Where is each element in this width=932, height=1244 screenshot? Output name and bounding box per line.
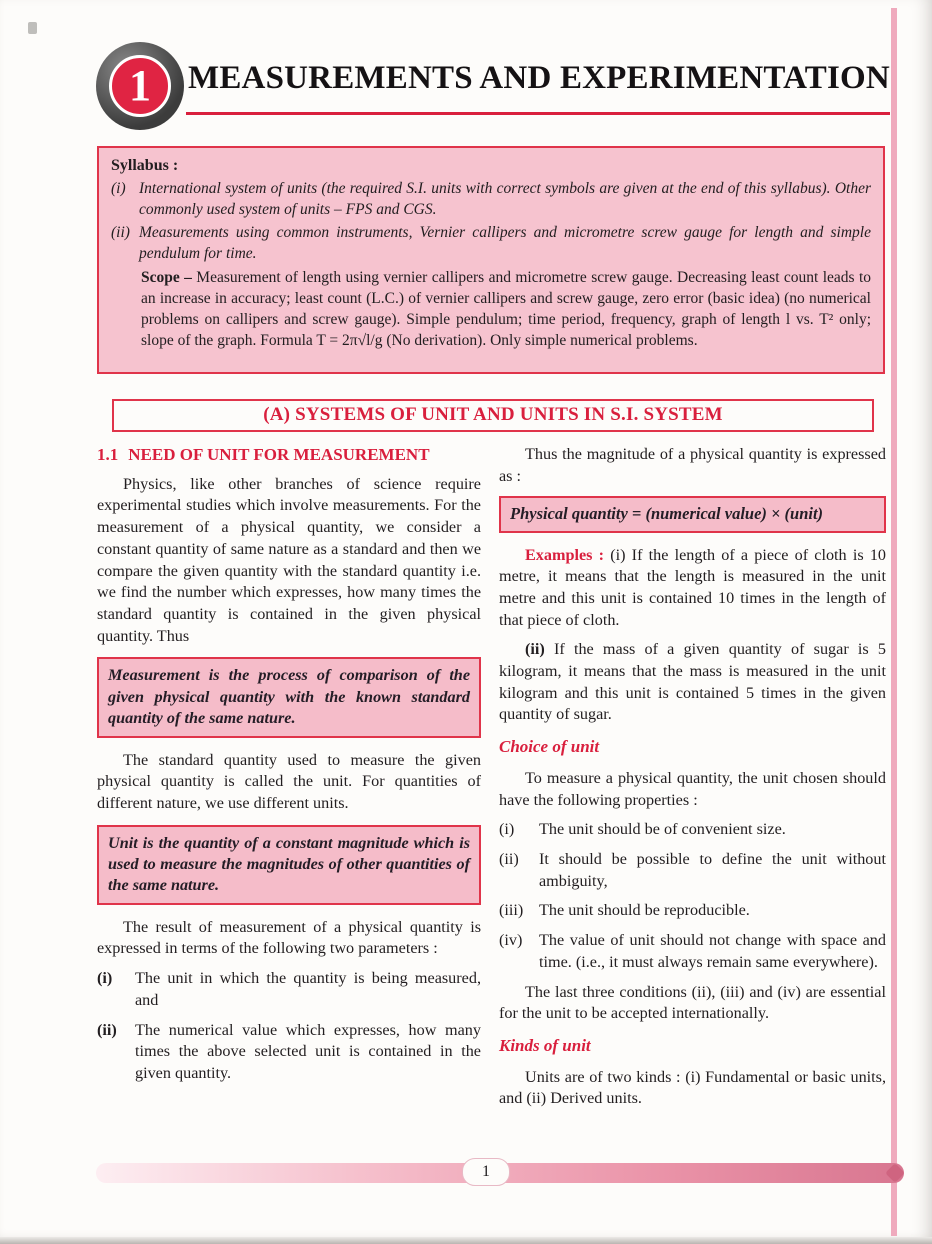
- page-edge-strip: [891, 8, 897, 1236]
- paragraph: To measure a physical quantity, the unit chosen should have the following properties :: [499, 768, 886, 809]
- paragraph: Thus the magnitude of a physical quantity is expressed as :: [499, 445, 886, 485]
- subsection-title: NEED OF UNIT FOR MEASUREMENT: [128, 445, 430, 464]
- syllabus-item-i-label: (i): [111, 179, 126, 197]
- kinds-of-unit-heading: Kinds of unit: [499, 1035, 591, 1055]
- property-label: (iv): [499, 931, 523, 950]
- subsection-number: 1.1: [97, 445, 119, 464]
- title-underline: [186, 112, 890, 115]
- formula-box: Physical quantity = (numerical value) × (unit): [499, 496, 886, 532]
- property-label: (i): [499, 820, 515, 839]
- paragraph: The last three conditions (ii), (iii) and (iv) are essential for the unit to be accepted internationally.: [499, 982, 886, 1023]
- page-number: 1: [482, 1163, 490, 1180]
- syllabus-box: [97, 146, 885, 374]
- section-heading: (A) SYSTEMS OF UNIT AND UNITS IN S.I. SYSTEM: [112, 399, 874, 432]
- list-item-text: The unit in which the quantity is being measured, and: [135, 969, 481, 1009]
- syllabus-scope: [141, 268, 871, 352]
- property-item: [499, 849, 886, 892]
- property-label: (ii): [499, 850, 519, 869]
- chapter-number: 1: [129, 61, 151, 110]
- property-text: The unit should be reproducible.: [539, 901, 750, 920]
- paragraph: Units are of two kinds : (i) Fundamental or basic units, and (ii) Derived units.: [499, 1067, 886, 1108]
- syllabus-item-ii-label: (ii): [111, 224, 130, 242]
- right-column: [499, 444, 886, 1118]
- scope-text: Measurement of length using vernier callipers and micrometre screw gauge. Decreasing least count leads to an increase in accuracy; least count (L.C.) of vernier callipers and screw gauge, zero error (basic idea) (no numerical problems on callipers and screw gauge). Simple pendulum; time period, frequency, graph of length l vs. T² only; slope of the graph. Formula T = 2π√l/g (No derivation). Only simple numerical problems.: [141, 269, 872, 350]
- list-item-text: The numerical value which expresses, how many times the above selected unit is contained in the given quantity.: [135, 1020, 481, 1082]
- property-text: The value of unit should not change with space and time. (i.e., it must always remain same everywhere).: [539, 931, 886, 971]
- choice-of-unit-heading: Choice of unit: [499, 737, 600, 757]
- example-i-text: (i) If the length of a piece of cloth is 10 metre, it means that the length is measured in the unit metre and this unit is contained 10 times in the length of that piece of cloth.: [499, 545, 887, 629]
- property-text: The unit should be of convenient size.: [539, 820, 786, 839]
- example-ii-label: (ii): [525, 640, 545, 659]
- list-item: [97, 968, 481, 1011]
- paragraph: The result of measurement of a physical quantity is expressed in terms of the following two parameters :: [97, 917, 481, 958]
- definition-box-unit: Unit is the quantity of a constant magnitude which is used to measure the magnitudes of other quantities of the same nature.: [97, 825, 481, 905]
- paragraph: Physics, like other branches of science require experimental studies which involve measurements. For the measurement of a physical quantity, we consider a constant quantity of same nature as a standard and then we compare the given quantity with the standard quantity i.e. we find the number which expresses, how many times the standard quantity is contained in the given physical quantity. Thus: [97, 474, 481, 645]
- scan-smudge: [28, 22, 37, 34]
- syllabus-item-ii: [111, 223, 871, 265]
- page-number-badge: [462, 1158, 510, 1186]
- definition-box-measurement: Measurement is the process of comparison of the given physical quantity with the known standard quantity of the same nature.: [97, 657, 481, 737]
- chapter-number-badge: [96, 42, 184, 130]
- property-label: (iii): [499, 901, 524, 920]
- examples-paragraph: [499, 545, 886, 632]
- syllabus-heading: Syllabus :: [111, 157, 179, 174]
- list-item-label: (i): [97, 969, 113, 988]
- scan-bottom-edge: [0, 1237, 932, 1244]
- property-item: [499, 930, 886, 973]
- scope-label: Scope –: [141, 269, 192, 287]
- chapter-number-circle: [109, 55, 171, 117]
- examples-label: Examples :: [525, 545, 605, 564]
- property-item: [499, 819, 886, 841]
- subsection-heading: [97, 444, 481, 467]
- property-item: [499, 900, 886, 922]
- left-column: [97, 444, 481, 1093]
- syllabus-item-ii-text: Measurements using common instruments, Vernier callipers and micrometre screw gauge for length and simple pendulum for time.: [139, 224, 871, 263]
- syllabus-item-i: [111, 179, 871, 221]
- list-item-label: (ii): [97, 1020, 117, 1039]
- paragraph: The standard quantity used to measure the given physical quantity is called the unit. For quantities of different nature, we use different units.: [97, 750, 481, 812]
- chapter-title: MEASUREMENTS AND EXPERIMENTATION: [188, 60, 890, 96]
- example-ii-paragraph: [499, 639, 886, 726]
- property-text: It should be possible to define the unit without ambiguity,: [539, 850, 886, 890]
- example-ii-text: If the mass of a given quantity of sugar is 5 kilogram, it means that the mass is measured in the unit kilogram and this unit is contained 5 times in the given quantity of sugar.: [499, 640, 886, 724]
- list-item: [97, 1020, 481, 1085]
- syllabus-item-i-text: International system of units (the required S.I. units with correct symbols are given at the end of this syllabus). Other commonly used system of units – FPS and CGS.: [139, 179, 871, 218]
